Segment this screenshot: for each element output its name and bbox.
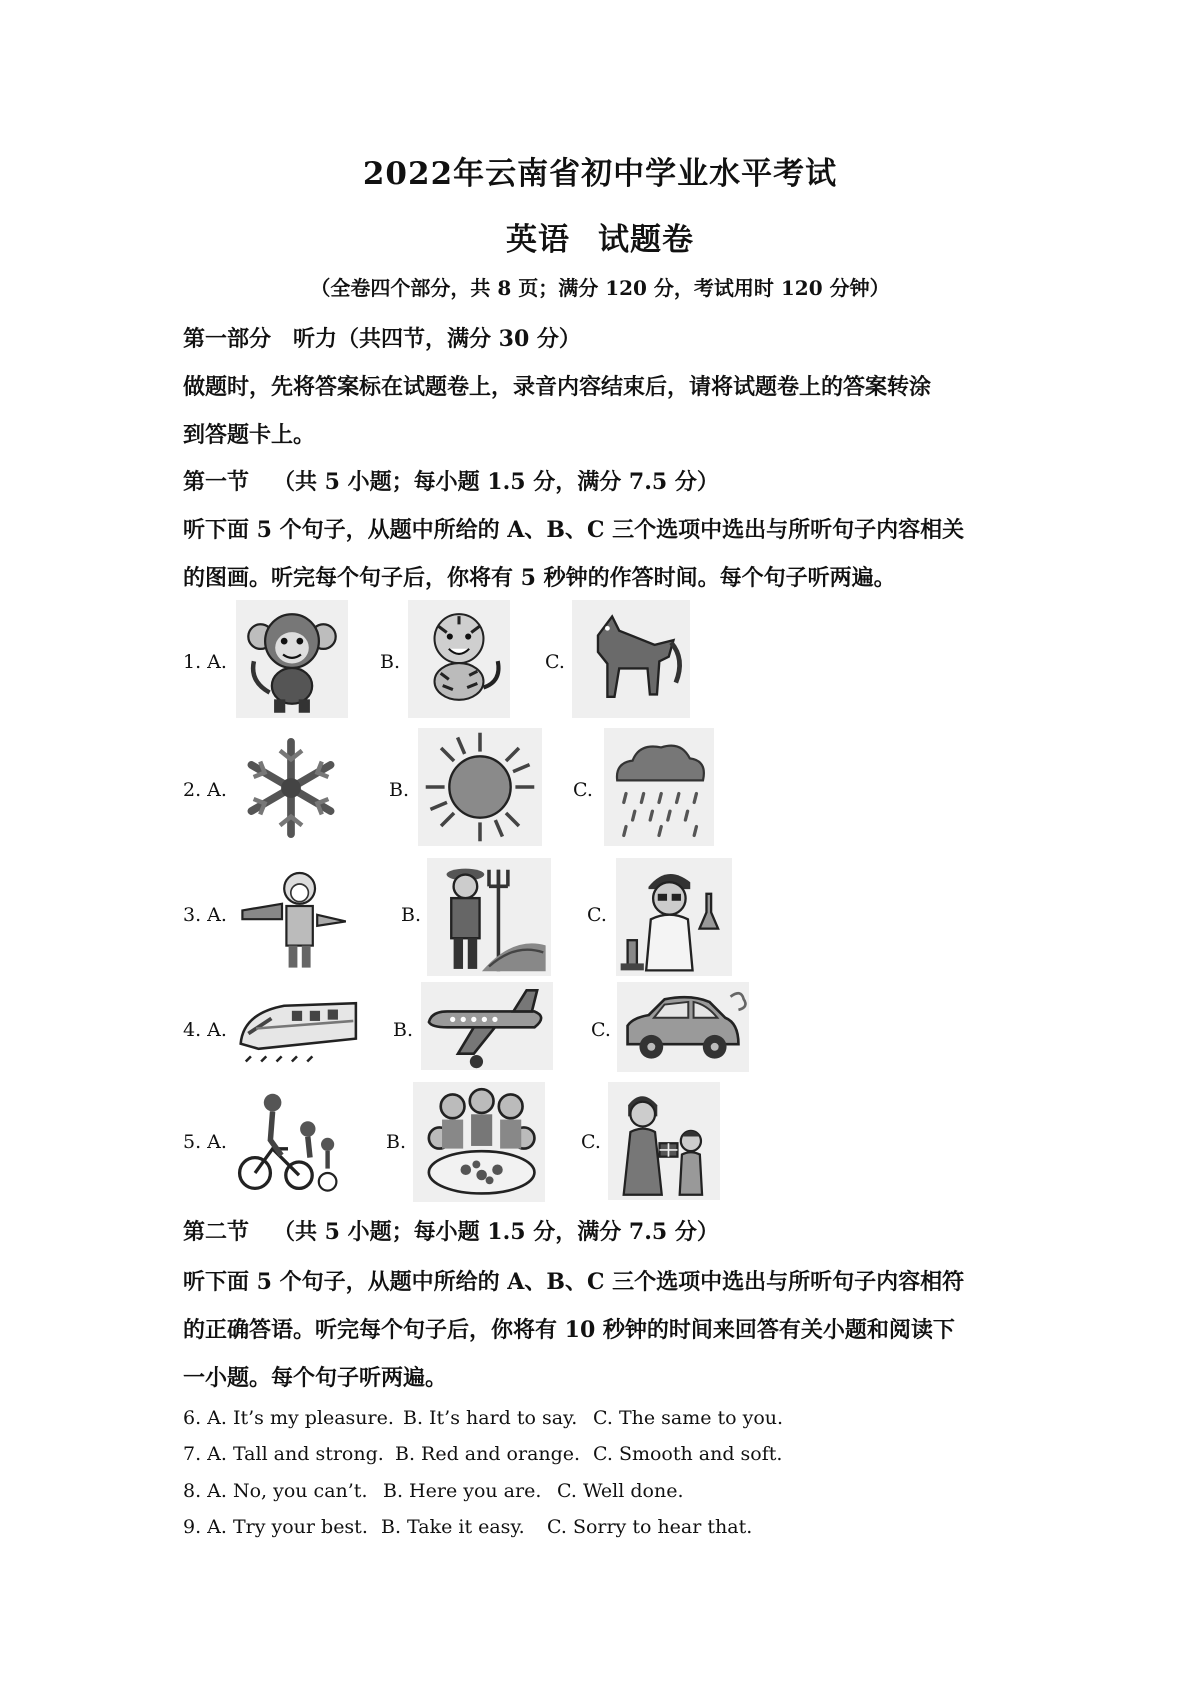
family-dinner-icon [413,1082,545,1202]
scientist-icon [616,858,732,976]
q5-label-a: 5. A. [183,1131,227,1153]
q2-option-c-image [604,728,714,846]
q8-option-c: C. Well done. [557,1480,684,1502]
car-icon [617,982,749,1072]
monkey-icon [236,600,348,718]
mother-child-gift-icon [608,1082,720,1200]
q3-option-a-image [229,862,357,972]
q1-label-a: 1. A. [183,651,227,673]
horse-icon [572,600,690,718]
q6-option-a: 6. A. It’s my pleasure. [183,1407,394,1429]
exam-intro: （全卷四个部分，共 8 页；满分 120 分，考试用时 120 分钟） [310,276,890,300]
question-9 [183,1516,752,1538]
tiger-icon [408,600,510,718]
q2-label-b: B. [389,779,410,801]
q5-label-c: C. [581,1131,601,1153]
question-8 [183,1480,683,1502]
q9-option-c: C. Sorry to hear that. [547,1516,753,1538]
q4-label-a: 4. A. [183,1019,227,1041]
q6-option-b: B. It’s hard to say. [403,1407,578,1429]
q5-label-b: B. [386,1131,407,1153]
section1-heading [183,465,1033,496]
q4-option-c-image [617,982,749,1072]
q7-option-c: C. Smooth and soft. [593,1443,783,1465]
q1-option-a-image [236,600,348,718]
part1-instruction-line1: 做题时，先将答案标在试题卷上，录音内容结束后，请将试题卷上的答案转涂 [183,374,932,400]
section2-heading [183,1215,1033,1246]
q4-label-c: C. [591,1019,611,1041]
q1-label-b: B. [380,651,401,673]
paper-label: 试题卷 [598,222,694,258]
section2-instruction-line2: 的正确答语。听完每个句子后，你将有 10 秒钟的时间来回答有关小题和阅读下 [183,1317,955,1343]
q4-label-b: B. [393,1019,414,1041]
q3-option-b-image [427,858,551,976]
airplane-icon [421,982,553,1070]
sun-icon [418,728,542,846]
q3-option-c-image [616,858,732,976]
q3-label-c: C. [587,904,607,926]
q2-option-b-image [418,728,542,846]
snowflake-icon [229,733,353,843]
train-icon [233,988,361,1064]
q6-option-c: C. The same to you. [593,1407,784,1429]
q8-option-a: 8. A. No, you can’t. [183,1480,368,1502]
q2-label-a: 2. A. [183,779,227,801]
rain-cloud-icon [604,728,714,846]
section2-instruction-line3: 一小题。每个句子听两遍。 [183,1365,448,1391]
q4-option-b-image [421,982,553,1070]
section1-instruction-line2: 的图画。听完每个句子后，你将有 5 秒钟的作答时间。每个句子听两遍。 [183,565,896,591]
subject-label: 英语 [506,222,570,258]
q2-label-c: C. [573,779,593,801]
section2-heading-title: 第二节 [183,1219,250,1245]
part1-instruction-line2: 到答题卡上。 [183,422,316,448]
q8-option-b: B. Here you are. [383,1480,542,1502]
q2-option-a-image [229,733,353,843]
q5-option-c-image [608,1082,720,1200]
section1-heading-detail: （共 5 小题；每小题 1.5 分，满分 7.5 分） [273,469,719,495]
q9-option-a: 9. A. Try your best. [183,1516,368,1538]
part1-heading: 第一部分 听力（共四节，满分 30 分） [183,326,581,352]
section2-heading-detail: （共 5 小题；每小题 1.5 分，满分 7.5 分） [273,1219,719,1245]
pilot-icon [229,862,357,972]
q1-label-c: C. [545,651,565,673]
section1-heading-title: 第一节 [183,469,250,495]
q3-label-b: B. [401,904,422,926]
q4-option-a-image [233,988,361,1064]
cycling-family-icon [233,1082,343,1198]
q7-option-b: B. Red and orange. [395,1443,581,1465]
question-7 [183,1443,782,1465]
q5-option-b-image [413,1082,545,1202]
exam-title: 2022年云南省初中学业水平考试 [362,156,838,192]
q5-option-a-image [233,1082,343,1198]
q3-label-a: 3. A. [183,904,227,926]
q1-option-b-image [408,600,510,718]
q7-option-a: 7. A. Tall and strong. [183,1443,384,1465]
question-6 [183,1407,783,1429]
section1-instruction-line1: 听下面 5 个句子，从题中所给的 A、B、C 三个选项中选出与所听句子内容相关 [183,517,965,543]
q1-option-c-image [572,600,690,718]
farmer-icon [427,858,551,976]
q9-option-b: B. Take it easy. [381,1516,525,1538]
section2-instruction-line1: 听下面 5 个句子，从题中所给的 A、B、C 三个选项中选出与所听句子内容相符 [183,1269,965,1295]
exam-subtitle [0,214,1200,259]
